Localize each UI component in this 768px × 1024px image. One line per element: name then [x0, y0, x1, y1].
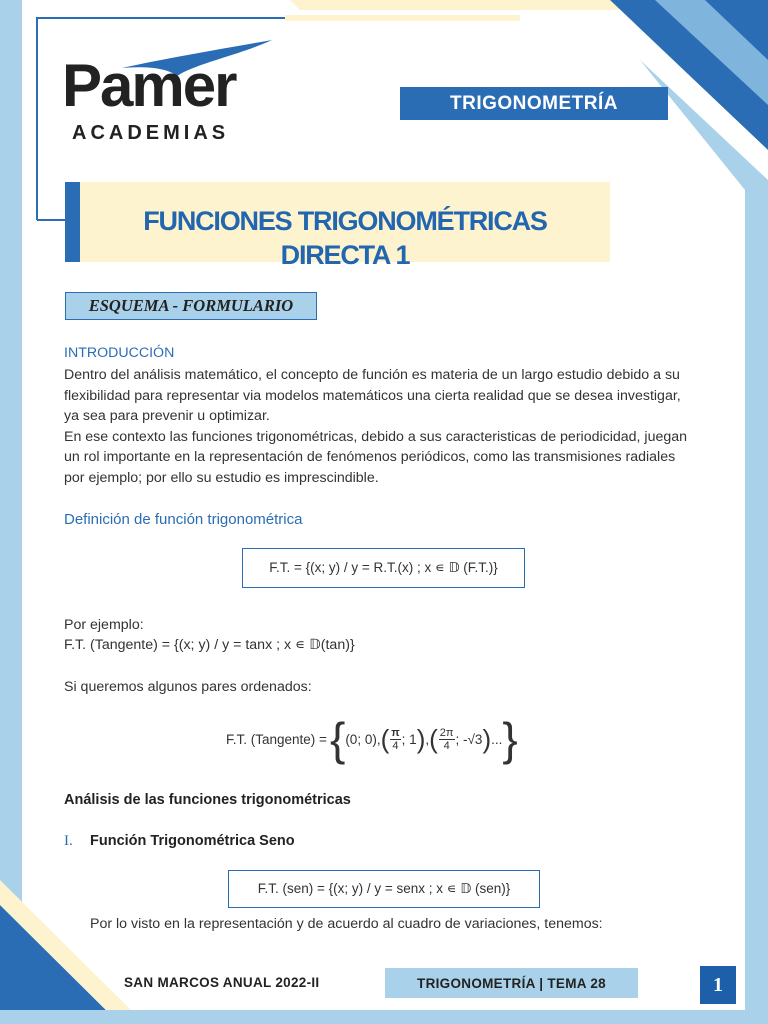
two-pi-symbol: 2π: [439, 726, 454, 739]
definition-heading: Definición de función trigonométrica: [64, 511, 303, 528]
seno-formula: F.T. (sen) = {(x; y) / y = senx ; x ∊ 𝔻 (sen)}: [257, 881, 511, 896]
section-label: [65, 292, 317, 320]
pairs-prefix: F.T. (Tangente) =: [226, 731, 327, 747]
item-number: I.: [64, 833, 73, 849]
pairs-intro: Si queremos algunos pares ordenados:: [64, 679, 312, 695]
pair-pi4-tail: ; 1: [401, 731, 417, 747]
pi-symbol: π: [391, 726, 400, 739]
definition-formula: F.T. = {(x; y) / y = R.T.(x) ; x ∊ 𝔻 (F.T.)}: [269, 560, 498, 575]
subject-tab: [400, 87, 668, 120]
title-accent-bar: [65, 182, 80, 262]
seno-formula-box: [228, 870, 540, 908]
pairs-formula: F.T. (Tangente) = { (0; 0), ( $\frac{\pi}{4}$ ; 1 ) , ( $\frac{2\pi}{4}$ ; -√3 ) ... }: [226, 713, 518, 765]
analysis-heading: Análisis de las funciones trigonométricas: [64, 792, 351, 808]
definition-formula-box: [242, 548, 525, 588]
section-label-text: ESQUEMA - FORMULARIO: [88, 296, 294, 315]
logo-brand: Pamer: [62, 52, 236, 119]
example-line: F.T. (Tangente) = {(x; y) / y = tanx ; x ∊ 𝔻(tan)}: [64, 637, 355, 653]
intro-line: un rol importante en la representación de fenómenos periódicos, como las transmisiones radiales: [64, 449, 676, 466]
pair-origin: (0; 0),: [345, 731, 381, 747]
footer-center-tab: [385, 968, 638, 998]
example-intro: Por ejemplo:: [64, 617, 144, 633]
intro-line: flexibilidad para representar via modelos matemáticos una cierta realidad que se desea investigar,: [64, 387, 681, 404]
denominator: 4: [443, 739, 450, 752]
page-number-label: 1: [713, 973, 723, 996]
intro-paragraph: [64, 365, 714, 489]
logo: [62, 38, 282, 148]
pairs-ellipsis: ...: [491, 731, 503, 747]
logo-subtitle: ACADEMIAS: [72, 122, 230, 144]
subject-tab-label: TRIGONOMETRÍA: [450, 92, 618, 114]
title-block: [65, 182, 610, 270]
page-number: [700, 966, 736, 1004]
pair-separator: ,: [425, 731, 430, 747]
intro-line: ya sea para prevenir u optimizar.: [64, 408, 270, 425]
pair-2pi4-tail: ; -√3: [455, 731, 483, 747]
item-title: Función Trigonométrica Seno: [90, 833, 295, 849]
denominator: 4: [392, 739, 399, 752]
intro-line: En ese contexto las funciones trigonométricas, debido a sus caracteristicas de periodicidad, juegan: [64, 428, 688, 445]
page-title-line2: DIRECTA 1: [280, 240, 410, 270]
footer-center-label: TRIGONOMETRÍA | TEMA 28: [417, 975, 606, 991]
intro-heading: INTRODUCCIÓN: [64, 345, 175, 361]
footer-left: SAN MARCOS ANUAL 2022-II: [124, 975, 320, 990]
intro-line: por ejemplo; por ello su estudio es imprescindible.: [64, 469, 379, 486]
page-title-line1: FUNCIONES TRIGONOMÉTRICAS: [143, 206, 547, 236]
analysis-after: Por lo visto en la representación y de acuerdo al cuadro de variaciones, tenemos:: [90, 916, 603, 932]
intro-line: Dentro del análisis matemático, el concepto de función es materia de un largo estudio debido a su: [64, 367, 680, 383]
